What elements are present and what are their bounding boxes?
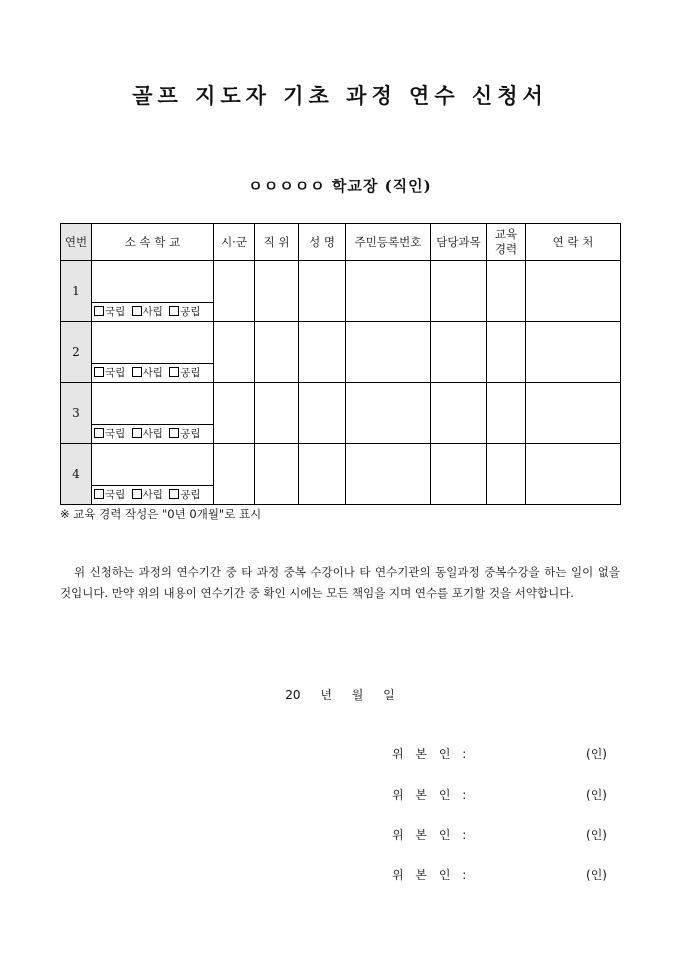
private-label: 사립 [142,306,163,318]
region-cell[interactable] [214,383,255,444]
career-format-note: ※ 교육 경력 작성은 "0년 0개월"로 표시 [60,507,262,521]
header-rrn: 주민등록번호 [346,224,431,261]
school-cell[interactable] [92,383,214,444]
contact-cell[interactable] [526,261,621,322]
public-checkbox[interactable] [169,489,179,499]
header-name: 성 명 [299,224,346,261]
private-checkbox[interactable] [132,306,142,316]
contact-cell[interactable] [526,444,621,505]
contact-cell[interactable] [526,383,621,444]
career-cell[interactable] [487,383,526,444]
public-label: 공립 [180,489,201,501]
school-name-field[interactable] [92,383,213,425]
school-name-field[interactable] [92,261,213,303]
school-name-field[interactable] [92,444,213,486]
school-type-options [92,364,213,382]
private-checkbox[interactable] [132,428,142,438]
position-cell[interactable] [255,383,299,444]
header-career [487,224,526,261]
private-label: 사립 [142,428,163,440]
career-cell[interactable] [487,261,526,322]
application-table [60,223,621,505]
name-cell[interactable] [299,261,346,322]
seal-mark: (인) [586,828,607,842]
public-label: 공립 [180,367,201,379]
school-cell[interactable] [92,261,214,322]
row-number: 1 [61,261,92,322]
school-cell[interactable] [92,322,214,383]
name-cell[interactable] [299,322,346,383]
rrn-cell[interactable] [346,444,431,505]
signature-label: 위 본 인 : [392,868,471,882]
header-region: 시·군 [214,224,255,261]
position-cell[interactable] [255,261,299,322]
name-cell[interactable] [299,383,346,444]
header-school: 소 속 학 교 [92,224,214,261]
signature-label: 위 본 인 : [392,828,471,842]
table-row [61,444,621,505]
header-career-line2: 경력 [494,242,518,256]
header-career-line1: 교육 [494,227,518,241]
signature-label: 위 본 인 : [392,747,471,761]
subject-cell[interactable] [431,261,487,322]
region-cell[interactable] [214,261,255,322]
document-title: 골프 지도자 기초 과정 연수 신청서 [132,83,548,108]
position-cell[interactable] [255,322,299,383]
national-checkbox[interactable] [94,367,104,377]
contact-cell[interactable] [526,322,621,383]
school-principal-seal-line: ㅇㅇㅇㅇㅇ 학교장 (직인) [248,177,432,195]
rrn-cell[interactable] [346,261,431,322]
header-contact: 연 락 처 [526,224,621,261]
private-label: 사립 [142,367,163,379]
seal-mark: (인) [586,788,607,802]
private-checkbox[interactable] [132,489,142,499]
position-cell[interactable] [255,444,299,505]
row-number: 2 [61,322,92,383]
public-checkbox[interactable] [169,428,179,438]
pledge-paragraph: 위 신청하는 과정의 연수기간 중 타 과정 중복 수강이나 타 연수기관의 동일과정 중복수강을 하는 일이 없을 것입니다. 만약 위의 내용이 연수기간 중 확인 시에는 모든 책임을 지며 연수를 포기할 것을 서약합니다. [60,565,620,600]
table-row [61,383,621,444]
table-row [61,322,621,383]
row-number: 3 [61,383,92,444]
subject-cell[interactable] [431,444,487,505]
national-label: 국립 [105,367,126,379]
rrn-cell[interactable] [346,322,431,383]
school-type-options [92,303,213,321]
subject-cell[interactable] [431,322,487,383]
header-position: 직 위 [255,224,299,261]
national-checkbox[interactable] [94,306,104,316]
national-label: 국립 [105,428,126,440]
career-cell[interactable] [487,322,526,383]
public-checkbox[interactable] [169,306,179,316]
header-subject: 담당과목 [431,224,487,261]
private-label: 사립 [142,489,163,501]
rrn-cell[interactable] [346,383,431,444]
career-cell[interactable] [487,444,526,505]
region-cell[interactable] [214,444,255,505]
public-label: 공립 [180,428,201,440]
school-type-options [92,486,213,504]
subject-cell[interactable] [431,383,487,444]
table-header-row [61,224,621,261]
school-type-options [92,425,213,443]
name-cell[interactable] [299,444,346,505]
table-row [61,261,621,322]
seal-mark: (인) [586,868,607,882]
region-cell[interactable] [214,322,255,383]
school-cell[interactable] [92,444,214,505]
seal-mark: (인) [586,747,607,761]
private-checkbox[interactable] [132,367,142,377]
national-label: 국립 [105,489,126,501]
date-line: 20 년 월 일 [285,688,395,702]
school-name-field[interactable] [92,322,213,364]
national-label: 국립 [105,306,126,318]
national-checkbox[interactable] [94,428,104,438]
public-checkbox[interactable] [169,367,179,377]
signature-label: 위 본 인 : [392,788,471,802]
public-label: 공립 [180,306,201,318]
header-no: 연번 [61,224,92,261]
national-checkbox[interactable] [94,489,104,499]
row-number: 4 [61,444,92,505]
